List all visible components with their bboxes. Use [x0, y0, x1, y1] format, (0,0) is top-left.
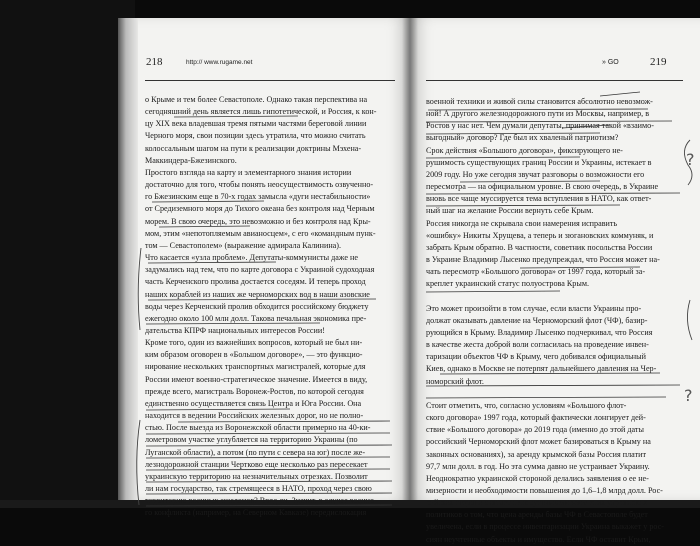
- left-page-text: [145, 94, 395, 519]
- margin-question-mark: ?: [684, 386, 693, 405]
- text-line: Срок действия «Большого договора», фиксирующего не-: [426, 145, 623, 155]
- text-line: сийская сторона считает недопустимыми заявления украинских: [426, 498, 648, 508]
- text-line: достаточно для того, чтобы понять неосуществимость озвученно-: [145, 180, 374, 190]
- text-line: Стоит отметить, что, согласно условиям «Большого флот-: [426, 400, 627, 410]
- text-line: мом, этим «непотопляемым авианосцем», с его «командным пунк-: [145, 228, 376, 238]
- text-line: о Крыме и тем более Севастополе. Однако такая перспектива на: [145, 95, 368, 104]
- text-line: единственно осуществляется связь Центра и Юга России. Она: [145, 398, 362, 408]
- right-page-number: 219: [650, 56, 667, 68]
- text-line: рующийся в Крыму. Владимир Лысенко подчеркивал, что Россия: [426, 327, 653, 337]
- text-line: прежде всего, магистраль Воронеж-Ростов, по которой сегодня: [145, 386, 364, 396]
- text-line: Простого взгляда на карту и элементарного знания истории: [145, 167, 352, 177]
- text-line: сегодняшний день является лишь гипотетической, и Россия, к кон-: [145, 107, 377, 117]
- text-line: Луганской области), а потом (по пути с севера на юг) после же-: [145, 447, 366, 457]
- text-line: России имеют военно-стратегическое значение. Имеется в виду,: [145, 374, 368, 384]
- text-line: ежегодно около 100 млн долл. Такова печальная экономика пре-: [145, 313, 367, 323]
- text-line: 97,7 млн долл. в год. Но эта сумма давно не устраивает Украину.: [426, 461, 650, 471]
- text-line: морем. В свою очередь, это невозможно и без контроля над Кры-: [145, 216, 371, 226]
- text-line: Черного моря, свои позиции здесь утратила, что можно считать: [145, 131, 366, 141]
- text-line: дательства КПРФ национальных интересов России!: [145, 325, 325, 335]
- text-line: территорию военных эшелонов? Вряд ли. Значит, в случае военно-: [145, 496, 377, 506]
- text-line: Неоднократно украинской стороной делались заявления о ее не-: [426, 473, 649, 483]
- page-edge-shadow: [118, 18, 138, 500]
- right-header-rule: [426, 80, 683, 81]
- text-line: цу XIX века владевшая тремя пятыми частями береговой линии: [145, 119, 367, 129]
- margin-question-mark: ?: [686, 150, 695, 169]
- text-line: сиян неучтенные объекты и имущество. Если ЧФ оставит Крым,: [426, 534, 651, 544]
- text-line: от Средиземного моря до Тихого океана без контроля над Черным: [145, 204, 375, 214]
- text-line: креплет украинский статус полуострова Крым.: [426, 279, 590, 289]
- text-line: рушимость существующих границ России и Украины, истекает в: [426, 157, 652, 167]
- text-line: лезнодорожной станции Чертково еще несколько раз пересекает: [145, 459, 368, 469]
- text-line: забрать Крым обратно. В частности, советник посольства России: [426, 242, 653, 252]
- text-line: в качестве жеста доброй воли согласилась на проведение инвен-: [426, 340, 649, 350]
- text-line: ского договора» 1997 года, который фактически лонгирует дей-: [426, 413, 646, 423]
- text-line: ли нам государство, так стремящееся в НАТО, проход через свою: [145, 484, 372, 493]
- text-line: в Украине Владимир Лысенко предупреждал, что Россия может на-: [426, 255, 660, 265]
- text-line: 2009 году. Но уже сегодня звучат разговоры о возможности его: [426, 169, 645, 179]
- text-line: го конфликта (например, на Северном Кавказе) передислокация: [145, 508, 367, 518]
- text-line: лометровом участке углубляется на территорию Украины (по: [145, 435, 358, 445]
- left-page-url: http:// www.rugame.net: [186, 59, 253, 66]
- text-line: Это может произойти в том случае, если власти Украины про-: [426, 303, 642, 313]
- text-line: находится в ведении Российских железных дорог, но не полно-: [145, 411, 364, 421]
- text-line: колоссальным шагом на пути к реализации доктрины Мэхена-: [145, 143, 362, 153]
- text-line: ной! А другого железнодорожного пути из Москвы, например, в: [426, 109, 650, 119]
- left-page-number: 218: [146, 56, 163, 68]
- text-line: вновь все чаще муссируется тема вступления в НАТО, как ответ-: [426, 194, 652, 204]
- left-header-rule: [145, 80, 395, 81]
- text-line: «ошибку» Никиты Хрущева, а теперь и зюгановских коммуняк, и: [426, 230, 654, 240]
- right-page-nav-arrow: » GO: [602, 59, 619, 66]
- text-line: ный шаг на желание России вернуть себе Крым.: [426, 206, 594, 216]
- text-line: выгодный» договор? Где был их хваленый патриотизм?: [426, 133, 619, 143]
- text-line: мизерности и необходимости повышения до 1,6–1,8 млрд долл. Рос-: [426, 485, 663, 495]
- text-line: нирование нескольких транспортных магистралей, которые для: [145, 362, 366, 372]
- text-line: Что касается «узла проблем». Депутаты-коммунисты даже не: [145, 253, 358, 263]
- text-line: стью. После выезда из Воронежской области примерно на 40-ки-: [145, 423, 371, 433]
- text-line: воды через Керченский пролив обходится российскому бюджету: [145, 301, 369, 311]
- text-line: номорский флот.: [426, 376, 484, 386]
- text-line: Россия никогда не скрывала свои намерения исправить: [426, 218, 618, 228]
- text-line: го Бжезинским еще в 70-х годах замысла «дуги нестабильности»: [145, 192, 371, 202]
- book-gutter: [402, 18, 418, 500]
- text-line: чать пересмотр «Большого договора» от 1997 года, который за-: [426, 267, 646, 277]
- text-line: том — Севастополем» (выражение адмирала Калинина).: [145, 240, 342, 250]
- text-line: [426, 291, 683, 303]
- text-line: ствие «Большого договора» до 2019 года (именно до этой даты: [426, 425, 644, 435]
- text-line: пересмотра — на официальном уровне. В свою очередь, в Украине: [426, 182, 659, 192]
- text-line: политиков о том, что цена аренды базы ЧФ в Севастополе будет: [426, 510, 648, 520]
- text-line: часть Керченского пролива достается соседям. И теперь проход: [145, 277, 366, 287]
- text-line: российский Черноморский флот может базироваться в Крыму на: [426, 437, 651, 447]
- text-line: должат оказывать давление на Черноморский флот (ЧФ), базир-: [426, 315, 648, 325]
- text-line: военной техники и живой силы становится абсолютно невозмож-: [426, 97, 653, 106]
- scanner-background: [0, 0, 135, 508]
- text-line: Кроме того, один из важнейших вопросов, который не был ни-: [145, 338, 363, 348]
- text-line: наших кораблей из наших же черноморских вод в наши азовские: [145, 289, 370, 299]
- text-line: таризации объектов ЧФ в Крыму, чего добивался официальный: [426, 352, 646, 362]
- text-line: увеличена, если в процессе инвентаризации Украина выкажет у рос-: [426, 522, 665, 532]
- text-line: законных основаниях), за аренду крымской базы Россия платит: [426, 449, 647, 459]
- text-line: Киев, однако в Москве не потерпят дальнейшего давления на Чер-: [426, 364, 657, 374]
- text-line: ким образом оговорен в «Большом договоре», — это функцио-: [145, 350, 363, 360]
- text-line: [426, 388, 683, 400]
- text-line: украинскую территорию на незначительных отрезках. Позволит: [145, 471, 368, 481]
- text-line: задумались над тем, что по карте договора с Украиной судоходная: [145, 265, 375, 275]
- text-line: Ростов у нас нет. Чем думали депутаты, принимая такой «взаимо-: [426, 121, 654, 131]
- right-page-text: [426, 96, 683, 546]
- text-line: Маккиндера-Бжезинского.: [145, 155, 237, 165]
